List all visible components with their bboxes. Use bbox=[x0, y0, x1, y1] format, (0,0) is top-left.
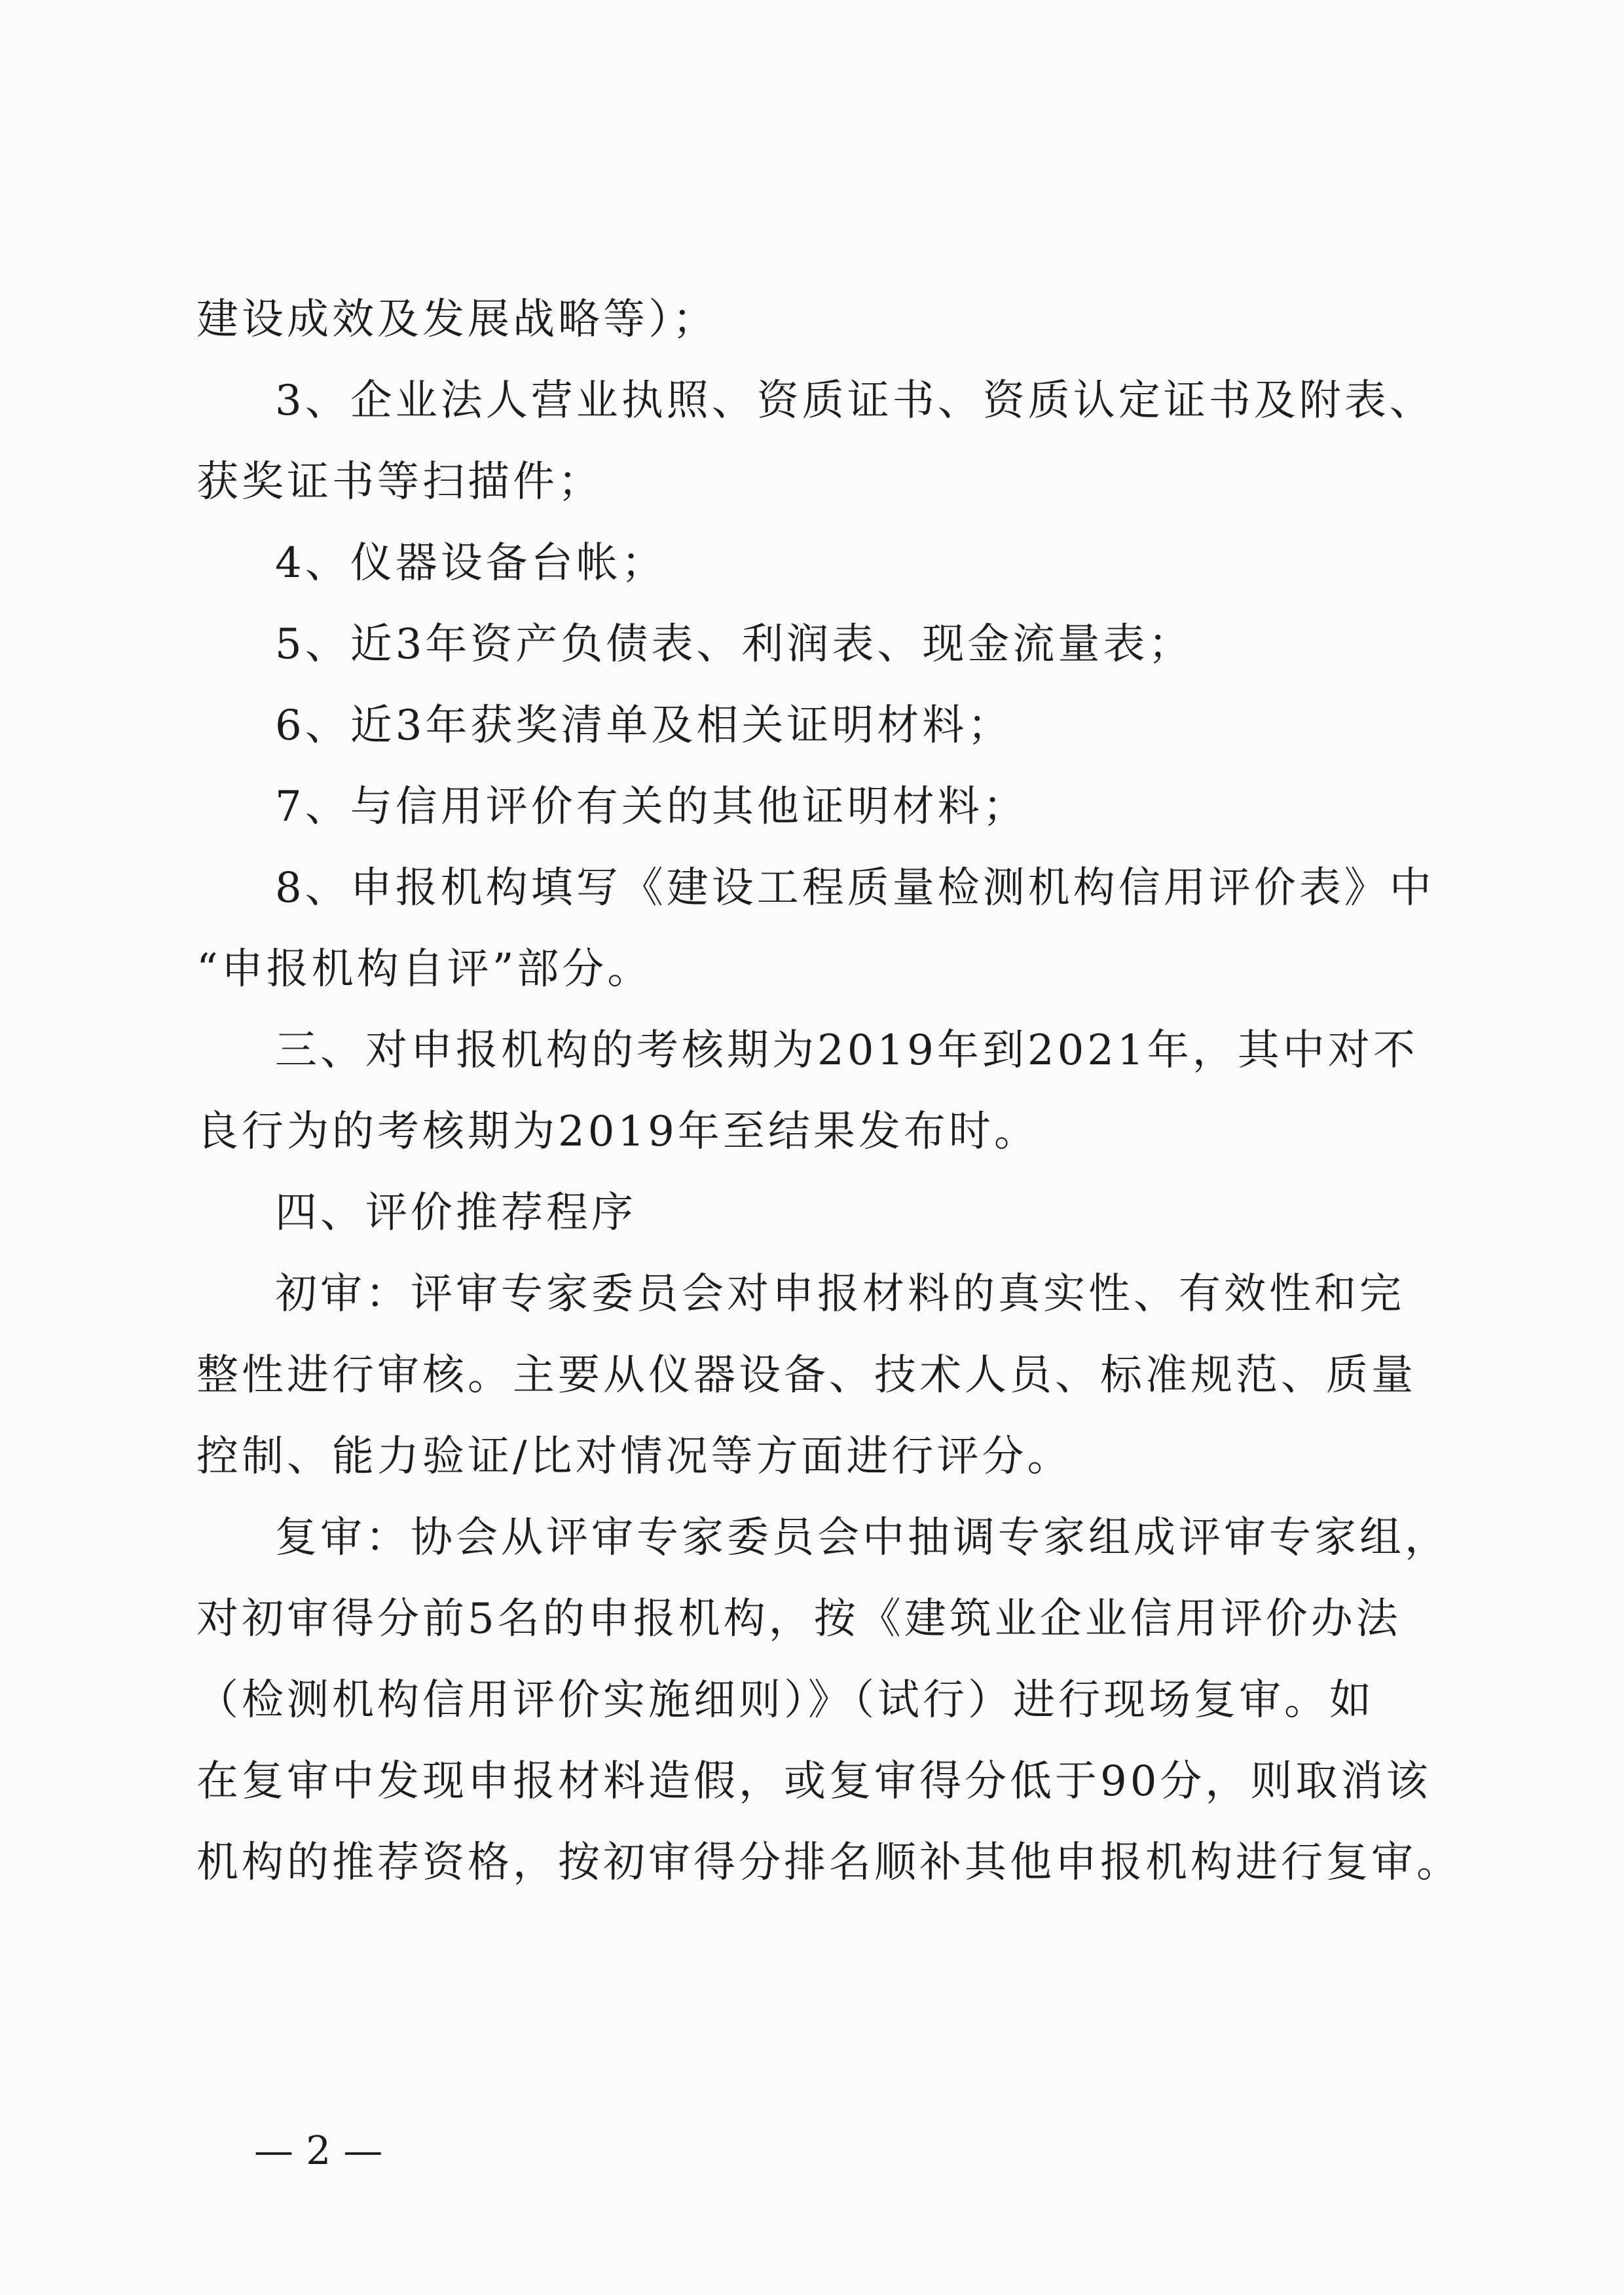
text-line-10: 三、对申报机构的考核期为2019年到2021年，其中对不 bbox=[275, 1026, 1418, 1075]
text-line-9: “申报机构自评”部分。 bbox=[196, 945, 653, 994]
text-line-2: 3、企业法人营业执照、资质证书、资质认定证书及附表、 bbox=[275, 377, 1435, 425]
text-line-1: 建设成效及发展战略等）； bbox=[196, 295, 718, 344]
text-line-20: 机构的推荐资格，按初审得分排名顺补其他申报机构进行复审。 bbox=[196, 1838, 1462, 1887]
text-line-5: 5、近3年资产负债表、利润表、现金流量表； bbox=[275, 620, 1194, 669]
text-line-8: 8、申报机构填写《建设工程质量检测机构信用评价表》中 bbox=[275, 864, 1435, 912]
text-line-7: 7、与信用评价有关的其他证明材料； bbox=[275, 783, 1028, 831]
text-line-18: （检测机构信用评价实施细则）》（试行）进行现场复审。如 bbox=[196, 1676, 1375, 1725]
text-line-13: 初审：评审专家委员会对申报材料的真实性、有效性和完 bbox=[275, 1270, 1405, 1318]
text-line-6: 6、近3年获奖清单及相关证明材料； bbox=[275, 701, 1013, 750]
text-line-3: 获奖证书等扫描件； bbox=[196, 458, 603, 506]
text-line-16: 复审：协会从评审专家委员会中抽调专家组成评审专家组， bbox=[275, 1514, 1450, 1562]
section-heading: 四、评价推荐程序 bbox=[275, 1189, 637, 1237]
text-line-19: 在复审中发现申报材料造假，或复审得分低于90分，则取消该 bbox=[196, 1757, 1431, 1806]
text-line-4: 4、仪器设备台帐； bbox=[275, 539, 667, 588]
text-line-15: 控制、能力验证/比对情况等方面进行评分。 bbox=[196, 1432, 1073, 1481]
text-line-14: 整性进行审核。主要从仪器设备、技术人员、标准规范、质量 bbox=[196, 1351, 1416, 1400]
page-number: — 2 — bbox=[254, 2128, 383, 2174]
text-line-11: 良行为的考核期为2019年至结果发布时。 bbox=[196, 1108, 1039, 1156]
text-line-17: 对初审得分前5名的申报机构，按《建筑业企业信用评价办法 bbox=[196, 1595, 1401, 1643]
